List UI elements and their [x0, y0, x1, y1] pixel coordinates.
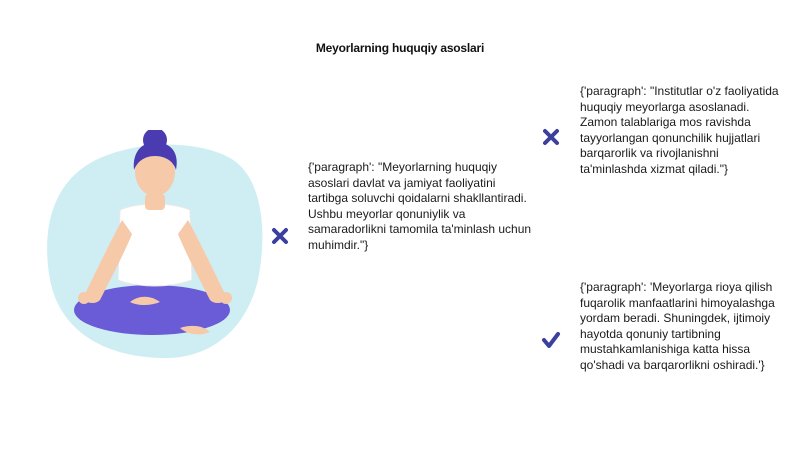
- meditating-woman-illustration: [40, 130, 270, 370]
- x-mark-icon: [270, 226, 290, 246]
- check-mark-icon: [541, 330, 561, 350]
- slide-title: Meyorlarning huquqiy asoslari: [315, 41, 485, 55]
- paragraph-2: {'paragraph': "Institutlar o'z faoliyatida huquqiy meyorlarga asoslanadi. Zamon talablariga mos ravishda tayyorlangan qonunchilik hujjatlari barqarorlik va rivojlanishni ta'minlashda xizmat qiladi."}: [580, 84, 779, 176]
- shirt: [118, 204, 192, 286]
- paragraph-3: {'paragraph': 'Meyorlarga rioya qilish fuqarolik manfaatlarini himoyalashga yordam beradi. Shuningdek, ijtimoiy hayotda qonuniy tartibning mustahkamlanishiga katta hissa qo'shadi va barqarorlikni oshiradi.'}: [580, 280, 775, 372]
- x-mark-icon: [541, 127, 561, 147]
- paragraph-1: {'paragraph': "Meyorlarning huquqiy asoslari davlat va jamiyat faoliyatini tartibga soluvchi qoidalarni shakllantiradi. Ushbu meyorlar qonuniylik va samaradorlikni tamomila ta'minlash uchun muhimdir."}: [308, 160, 532, 252]
